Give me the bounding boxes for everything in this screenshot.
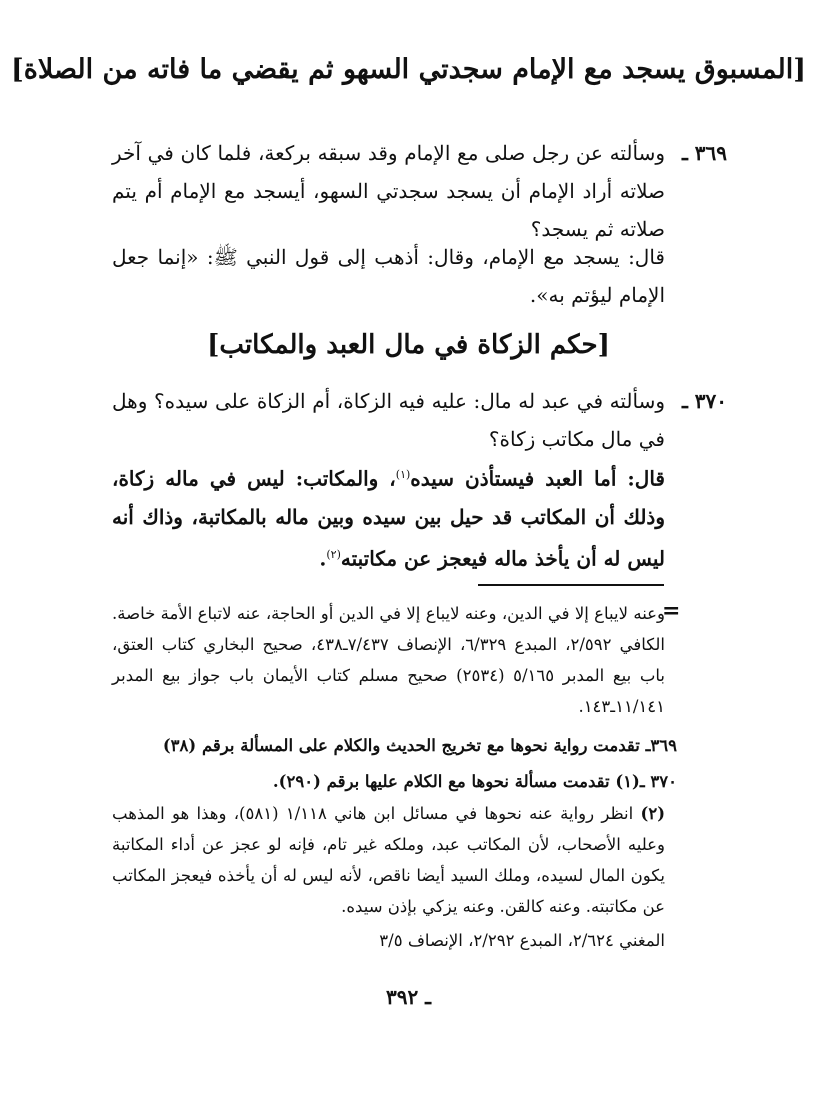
section-heading-sahw: [المسبوق يسجد مع الإمام سجدتي السهو ثم يقضي ما فاته من الصلاة] bbox=[10, 54, 806, 85]
question-number-370: ٣٧٠ ـ bbox=[681, 389, 727, 413]
question-370-text: وسألته في عبد له مال: عليه فيه الزكاة، أم الزكاة على سيده؟ وهل في مال مكاتب زكاة؟ bbox=[112, 389, 665, 451]
footnote-370-label: ٣٧٠ ـ(١) bbox=[615, 772, 677, 791]
answer-370-part-1: قال: أما العبد فيستأذن سيده bbox=[410, 466, 665, 491]
footnote-ref-1: (١) bbox=[395, 468, 411, 481]
footnote-369-label: ٣٦٩ـ bbox=[645, 736, 677, 755]
footnote-separator bbox=[478, 584, 664, 586]
footnote-370-2-label: (٢) bbox=[640, 804, 665, 823]
answer-370-part-2: ، والمكاتب: ليس في ماله زكاة، وذلك أن المكاتب قد حيل بين سيده وبين ماله بالمكاتبة، وذاك أنه ليس له أن يأخذ ماله فيعجز عن مكاتبته bbox=[112, 466, 665, 571]
footnote-369-text: تقدمت رواية نحوها مع تخريج الحديث والكلام على المسألة برقم (٣٨) bbox=[162, 736, 640, 755]
footnote-370-1-text: تقدمت مسألة نحوها مع الكلام عليها برقم (٢٩٠). bbox=[272, 772, 610, 791]
footnote-continuation-mark: = bbox=[662, 598, 681, 624]
answer-369: قال: يسجد مع الإمام، وقال: أذهب إلى قول النبي ﷺ: «إنما جعل الإمام ليؤتم به». bbox=[112, 245, 665, 307]
footnote-ref-2: (٢) bbox=[326, 547, 341, 561]
question-370 bbox=[112, 382, 727, 458]
answer-370-part-3: . bbox=[319, 546, 327, 571]
footnote-continuation: وعنه لايباع إلا في الدين، وعنه لايباع إلا في الدين أو الحاجة، عنه لاتباع الأمة خاصة. الكافي ٢/٥٩٢، المبدع ٦/٣٢٩، الإنصاف ٧/٤٣٧ـ٤٣٨، صحيح البخاري كتاب العتق، باب بيع المدبر ٥/١٦٥ (٢٥٣٤) صحيح مسلم كتاب الأيمان باب جواز بيع المدبر ١١/١٤١ـ١٤٣. bbox=[112, 604, 666, 716]
footnote-370-2-text: انظر رواية عنه نحوها في مسائل ابن هاني ١/١١٨ (٥٨١)، وهذا هو المذهب وعليه الأصحاب، لأن المكاتب عبد، وملكه غير تام، فإنه لو عجز عن أداء المكاتبة يكون المال لسيده، وملك السيد أيضا ناقص، لأنه ليس له أن يأخذه فيعجز المكاتب عن مكاتبته. وعنه كالقن. وعنه يزكي بإذن سيده. bbox=[112, 804, 665, 916]
footnote-370-1 bbox=[112, 766, 677, 797]
page-number: ـ ٣٩٢ bbox=[385, 985, 432, 1009]
footnote-370-2-references: المغني ٢/٦٢٤، المبدع ٢/٢٩٢، الإنصاف ٣/٥ bbox=[379, 931, 665, 950]
question-369 bbox=[112, 134, 727, 248]
question-number-369: ٣٦٩ ـ bbox=[681, 141, 727, 165]
footnote-370-2 bbox=[112, 798, 665, 922]
answer-370 bbox=[112, 456, 665, 577]
footnote-369 bbox=[112, 730, 677, 761]
question-369-text: وسألته عن رجل صلى مع الإمام وقد سبقه بركعة، فلما كان في آخر صلاته أراد الإمام أن يسجد سجدتي السهو، أيسجد مع الإمام أم يتم صلاته ثم يسجد؟ bbox=[112, 141, 665, 241]
section-heading-zakat: [حكم الزكاة في مال العبد والمكاتب] bbox=[207, 330, 610, 360]
